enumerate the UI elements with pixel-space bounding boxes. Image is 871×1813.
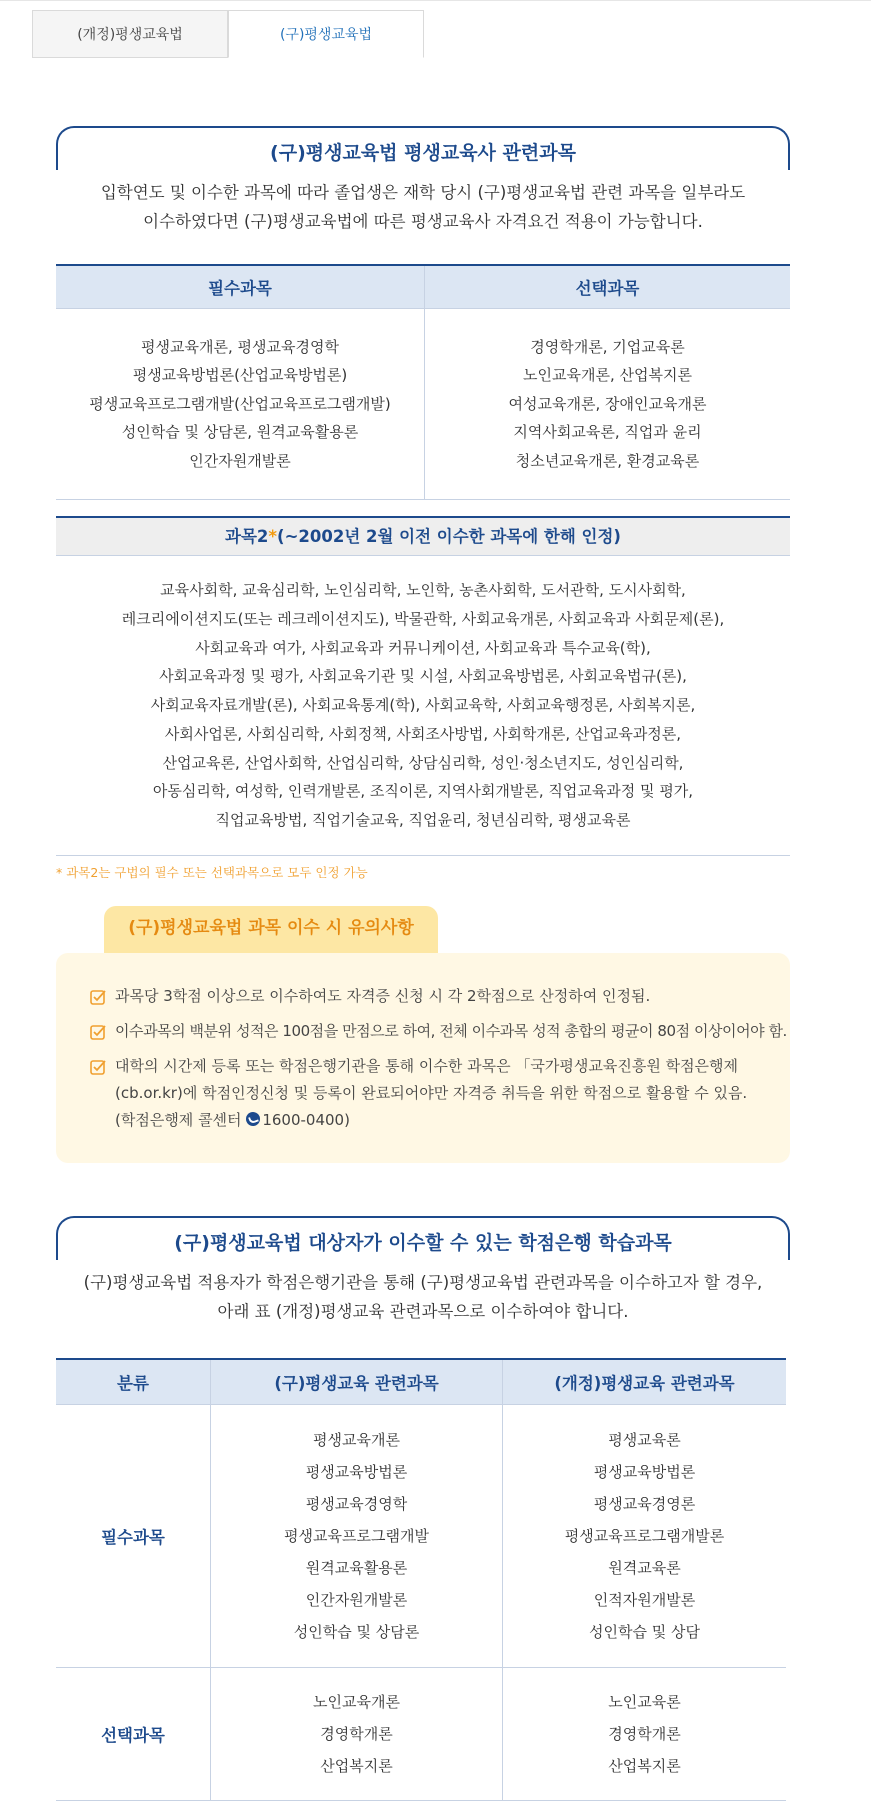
section2-desc-line: 아래 표 (개정)평생교육 관련과목으로 이수하여야 합니다. [217,1302,629,1321]
section2-desc-line: (구)평생교육법 적용자가 학점은행기관을 통해 (구)평생교육법 관련과목을 이수하고자 할 경우, [83,1273,763,1292]
new-required-list [503,1405,787,1668]
subject-item: 경영학개론 [320,1725,393,1743]
callcenter-line [115,1107,747,1134]
subject2-line: 사회교육자료개발(론), 사회교육통계(학), 사회교육학, 사회교육행정론, 사회복지론, [150,696,696,715]
section2-title: (구)평생교육법 대상자가 이수할 수 있는 학점은행 학습과목 [56,1216,790,1260]
caution-text: 대학의 시간제 등록 또는 학점은행기관을 통해 이수한 과목은 「국가평생교육진흥원 학점은행제 [115,1057,739,1075]
subject2-header [56,516,790,556]
section1-description [56,178,790,236]
subject-item: 평생교육프로그램개발론 [564,1527,725,1545]
required-subjects-cell [56,309,425,500]
subject2-title: 과목2 [225,527,269,546]
credit-bank-table [56,1358,786,1801]
subject-item: 성인학습 및 상담론 [293,1623,420,1641]
callcenter-number: 1600-0400) [262,1111,350,1129]
top-divider [0,0,871,5]
tab-revised-law[interactable]: (개정)평생교육법 [32,10,228,58]
subject-line: 청소년교육개론, 환경교육론 [515,451,700,470]
subject-item: 노인교육론 [608,1693,681,1711]
caution-item [90,1018,790,1045]
header-new-subjects: (개정)평생교육 관련과목 [503,1359,787,1405]
subject-item: 노인교육개론 [313,1693,400,1711]
subject2-line: 사회교육과정 및 평가, 사회교육기관 및 시설, 사회교육방법론, 사회교육법규(론), [159,667,687,686]
caution-title: (구)평생교육법 과목 이수 시 유의사항 [104,906,438,954]
subject2-line: 교육사회학, 교육심리학, 노인심리학, 노인학, 농촌사회학, 도서관학, 도시사회학, [160,580,686,599]
subject-item: 평생교육개론 [313,1431,400,1449]
subject-line: 평생교육개론, 평생교육경영학 [141,337,339,356]
header-elective: 선택과목 [425,265,791,309]
subject2-line: 아동심리학, 여성학, 인력개발론, 조직이론, 지역사회개발론, 직업교육과정 및 평가, [152,782,694,801]
checkbox-icon [90,1059,107,1076]
subject2-period: (~2002년 2월 이전 이수한 과목에 한해 인정) [277,527,621,546]
subject2-line: 사회사업론, 사회심리학, 사회정책, 사회조사방법, 사회학개론, 산업교육과정론, [164,724,682,743]
category-elective: 선택과목 [56,1668,211,1801]
old-elective-list [211,1668,503,1801]
subject2-line: 사회교육과 여가, 사회교육과 커뮤니케이션, 사회교육과 특수교육(학), [195,638,651,657]
checkbox-icon [90,989,107,1006]
subject-item: 원격교육론 [608,1559,681,1577]
subject-item: 인적자원개발론 [593,1591,696,1609]
section2-description [56,1268,790,1326]
caution-box [56,953,790,1163]
caution-item [90,1053,790,1134]
subject-line: 성인학습 및 상담론, 원격교육활용론 [121,423,359,442]
subject-line: 지역사회교육론, 직업과 윤리 [513,423,702,442]
caution-text: (cb.or.kr)에 학점인정신청 및 등록이 완료되어야만 자격증 취득을 위한 학점으로 활용할 수 있음. [115,1084,748,1102]
subject-item: 산업복지론 [608,1757,681,1775]
subject-item: 평생교육경영론 [593,1495,696,1513]
tab-old-law[interactable]: (구)평생교육법 [228,10,424,58]
subject2-line: 레크리에이션지도(또는 레크레이션지도), 박물관학, 사회교육개론, 사회교육과 사회문제(론), [121,609,725,628]
asterisk-mark: * [268,527,278,546]
caution-text: 이수과목의 백분위 성적은 100점을 만점으로 하여, 전체 이수과목 성적 총합의 평균이 80점 이상이어야 함. [115,1022,787,1040]
header-required: 필수과목 [56,265,425,309]
elective-subjects-cell [425,309,791,500]
section1-desc-line: 이수하였다면 (구)평생교육법에 따른 평생교육사 자격요건 적용이 가능합니다. [143,212,703,231]
subject2-line: 직업교육방법, 직업기술교육, 직업윤리, 청년심리학, 평생교육론 [215,811,631,830]
subject-line: 평생교육프로그램개발(산업교육프로그램개발) [89,394,391,413]
law-tabs [32,10,424,58]
subject-item: 원격교육활용론 [305,1559,408,1577]
related-subjects-table [56,264,790,500]
subject-item: 평생교육경영학 [305,1495,408,1513]
subject-item: 평생교육방법론 [593,1463,696,1481]
subject-line: 노인교육개론, 산업복지론 [523,366,692,385]
old-required-list [211,1405,503,1668]
subject-item: 평생교육방법론 [305,1463,408,1481]
subject-line: 평생교육방법론(산업교육방법론) [132,366,348,385]
subject2-footnote: * 과목2는 구법의 필수 또는 선택과목으로 모두 인정 가능 [56,865,368,880]
callcenter-label: (학점은행제 콜센터 [115,1111,247,1129]
subject-item: 인간자원개발론 [305,1591,408,1609]
category-required: 필수과목 [56,1405,211,1668]
subject-line: 인간자원개발론 [189,451,291,470]
subject-item: 평생교육론 [608,1431,681,1449]
subject2-line: 산업교육론, 산업사회학, 산업심리학, 상담심리학, 성인·청소년지도, 성인심리학, [162,753,684,772]
subject-item: 성인학습 및 상담 [589,1623,700,1641]
section1-title: (구)평생교육법 평생교육사 관련과목 [56,126,790,170]
subject-item: 평생교육프로그램개발 [284,1527,429,1545]
phone-icon [246,1112,260,1126]
subject2-list [56,556,790,856]
subject-line: 여성교육개론, 장애인교육개론 [508,394,707,413]
new-elective-list [503,1668,787,1801]
caution-item [90,983,790,1010]
checkbox-icon [90,1024,107,1041]
header-old-subjects: (구)평생교육 관련과목 [211,1359,503,1405]
section1-desc-line: 입학연도 및 이수한 과목에 따라 졸업생은 재학 당시 (구)평생교육법 관련 과목을 일부라도 [100,183,746,202]
subject-item: 산업복지론 [320,1757,393,1775]
caution-text: 과목당 3학점 이상으로 이수하여도 자격증 신청 시 각 2학점으로 산정하여 인정됨. [115,987,651,1005]
header-category: 분류 [56,1359,211,1405]
subject-item: 경영학개론 [608,1725,681,1743]
subject-line: 경영학개론, 기업교육론 [530,337,685,356]
